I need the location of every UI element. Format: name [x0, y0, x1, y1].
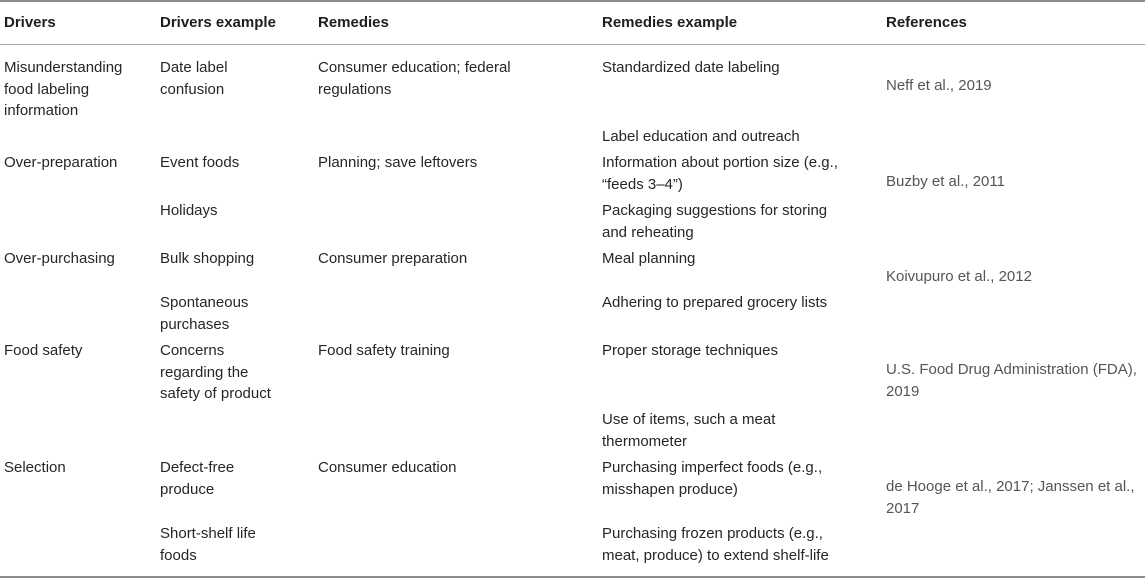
row2-driver-example-2: Holidays [160, 202, 218, 219]
row4-reference: U.S. Food Drug Administration (FDA), 2019 [886, 361, 1137, 400]
row4-driver-example: Concerns regarding the safety of product [160, 342, 271, 402]
row1-reference: Neff et al., 2019 [886, 77, 992, 94]
row3-remedy-example-1: Meal planning [602, 250, 696, 267]
table-top-rule [0, 0, 1145, 2]
row4-remedy-example-1: Proper storage techniques [602, 342, 778, 359]
header-drivers-example: Drivers example [160, 14, 276, 31]
row5-remedy: Consumer education [318, 459, 457, 476]
row3-driver-example-2: Spontaneous purchases [160, 294, 249, 333]
row4-remedy-example-2: Use of items, such a meat thermometer [602, 411, 776, 450]
row5-remedy-example-1: Purchasing imperfect foods (e.g., misshapen produce) [602, 459, 823, 498]
row1-driver: Misunderstanding food labeling information [4, 59, 123, 119]
row5-driver-example-1: Defect-free produce [160, 459, 235, 498]
header-remedies: Remedies [318, 14, 389, 31]
row3-reference: Koivupuro et al., 2012 [886, 268, 1032, 285]
header-remedies-example: Remedies example [602, 14, 738, 31]
row2-remedy: Planning; save leftovers [318, 154, 478, 171]
row3-driver-example-1: Bulk shopping [160, 250, 255, 267]
row1-driver-example: Date label confusion [160, 59, 228, 98]
row4-driver: Food safety [4, 342, 83, 359]
row4-remedy: Food safety training [318, 342, 450, 359]
row2-reference: Buzby et al., 2011 [886, 173, 1005, 190]
row2-driver-example-1: Event foods [160, 154, 240, 171]
row2-remedy-example-1: Information about portion size (e.g., “feeds 3–4”) [602, 154, 838, 193]
row1-remedy: Consumer education; federal regulations [318, 59, 511, 98]
row2-remedy-example-2: Packaging suggestions for storing and reheating [602, 202, 828, 241]
header-drivers: Drivers [4, 14, 56, 31]
table-bottom-rule [0, 576, 1145, 578]
row3-driver: Over-purchasing [4, 250, 115, 267]
row3-remedy: Consumer preparation [318, 250, 468, 267]
row1-remedy-example-1: Standardized date labeling [602, 59, 780, 76]
row5-driver: Selection [4, 459, 66, 476]
row3-remedy-example-2: Adhering to prepared grocery lists [602, 294, 828, 311]
table-header-rule [0, 44, 1145, 45]
header-references: References [886, 14, 967, 31]
row5-reference: de Hooge et al., 2017; Janssen et al., 2017 [886, 478, 1135, 517]
row5-driver-example-2: Short-shelf life foods [160, 525, 256, 564]
row2-driver: Over-preparation [4, 154, 118, 171]
row1-remedy-example-2: Label education and outreach [602, 128, 800, 145]
row5-remedy-example-2: Purchasing frozen products (e.g., meat, produce) to extend shelf-life [602, 525, 829, 564]
